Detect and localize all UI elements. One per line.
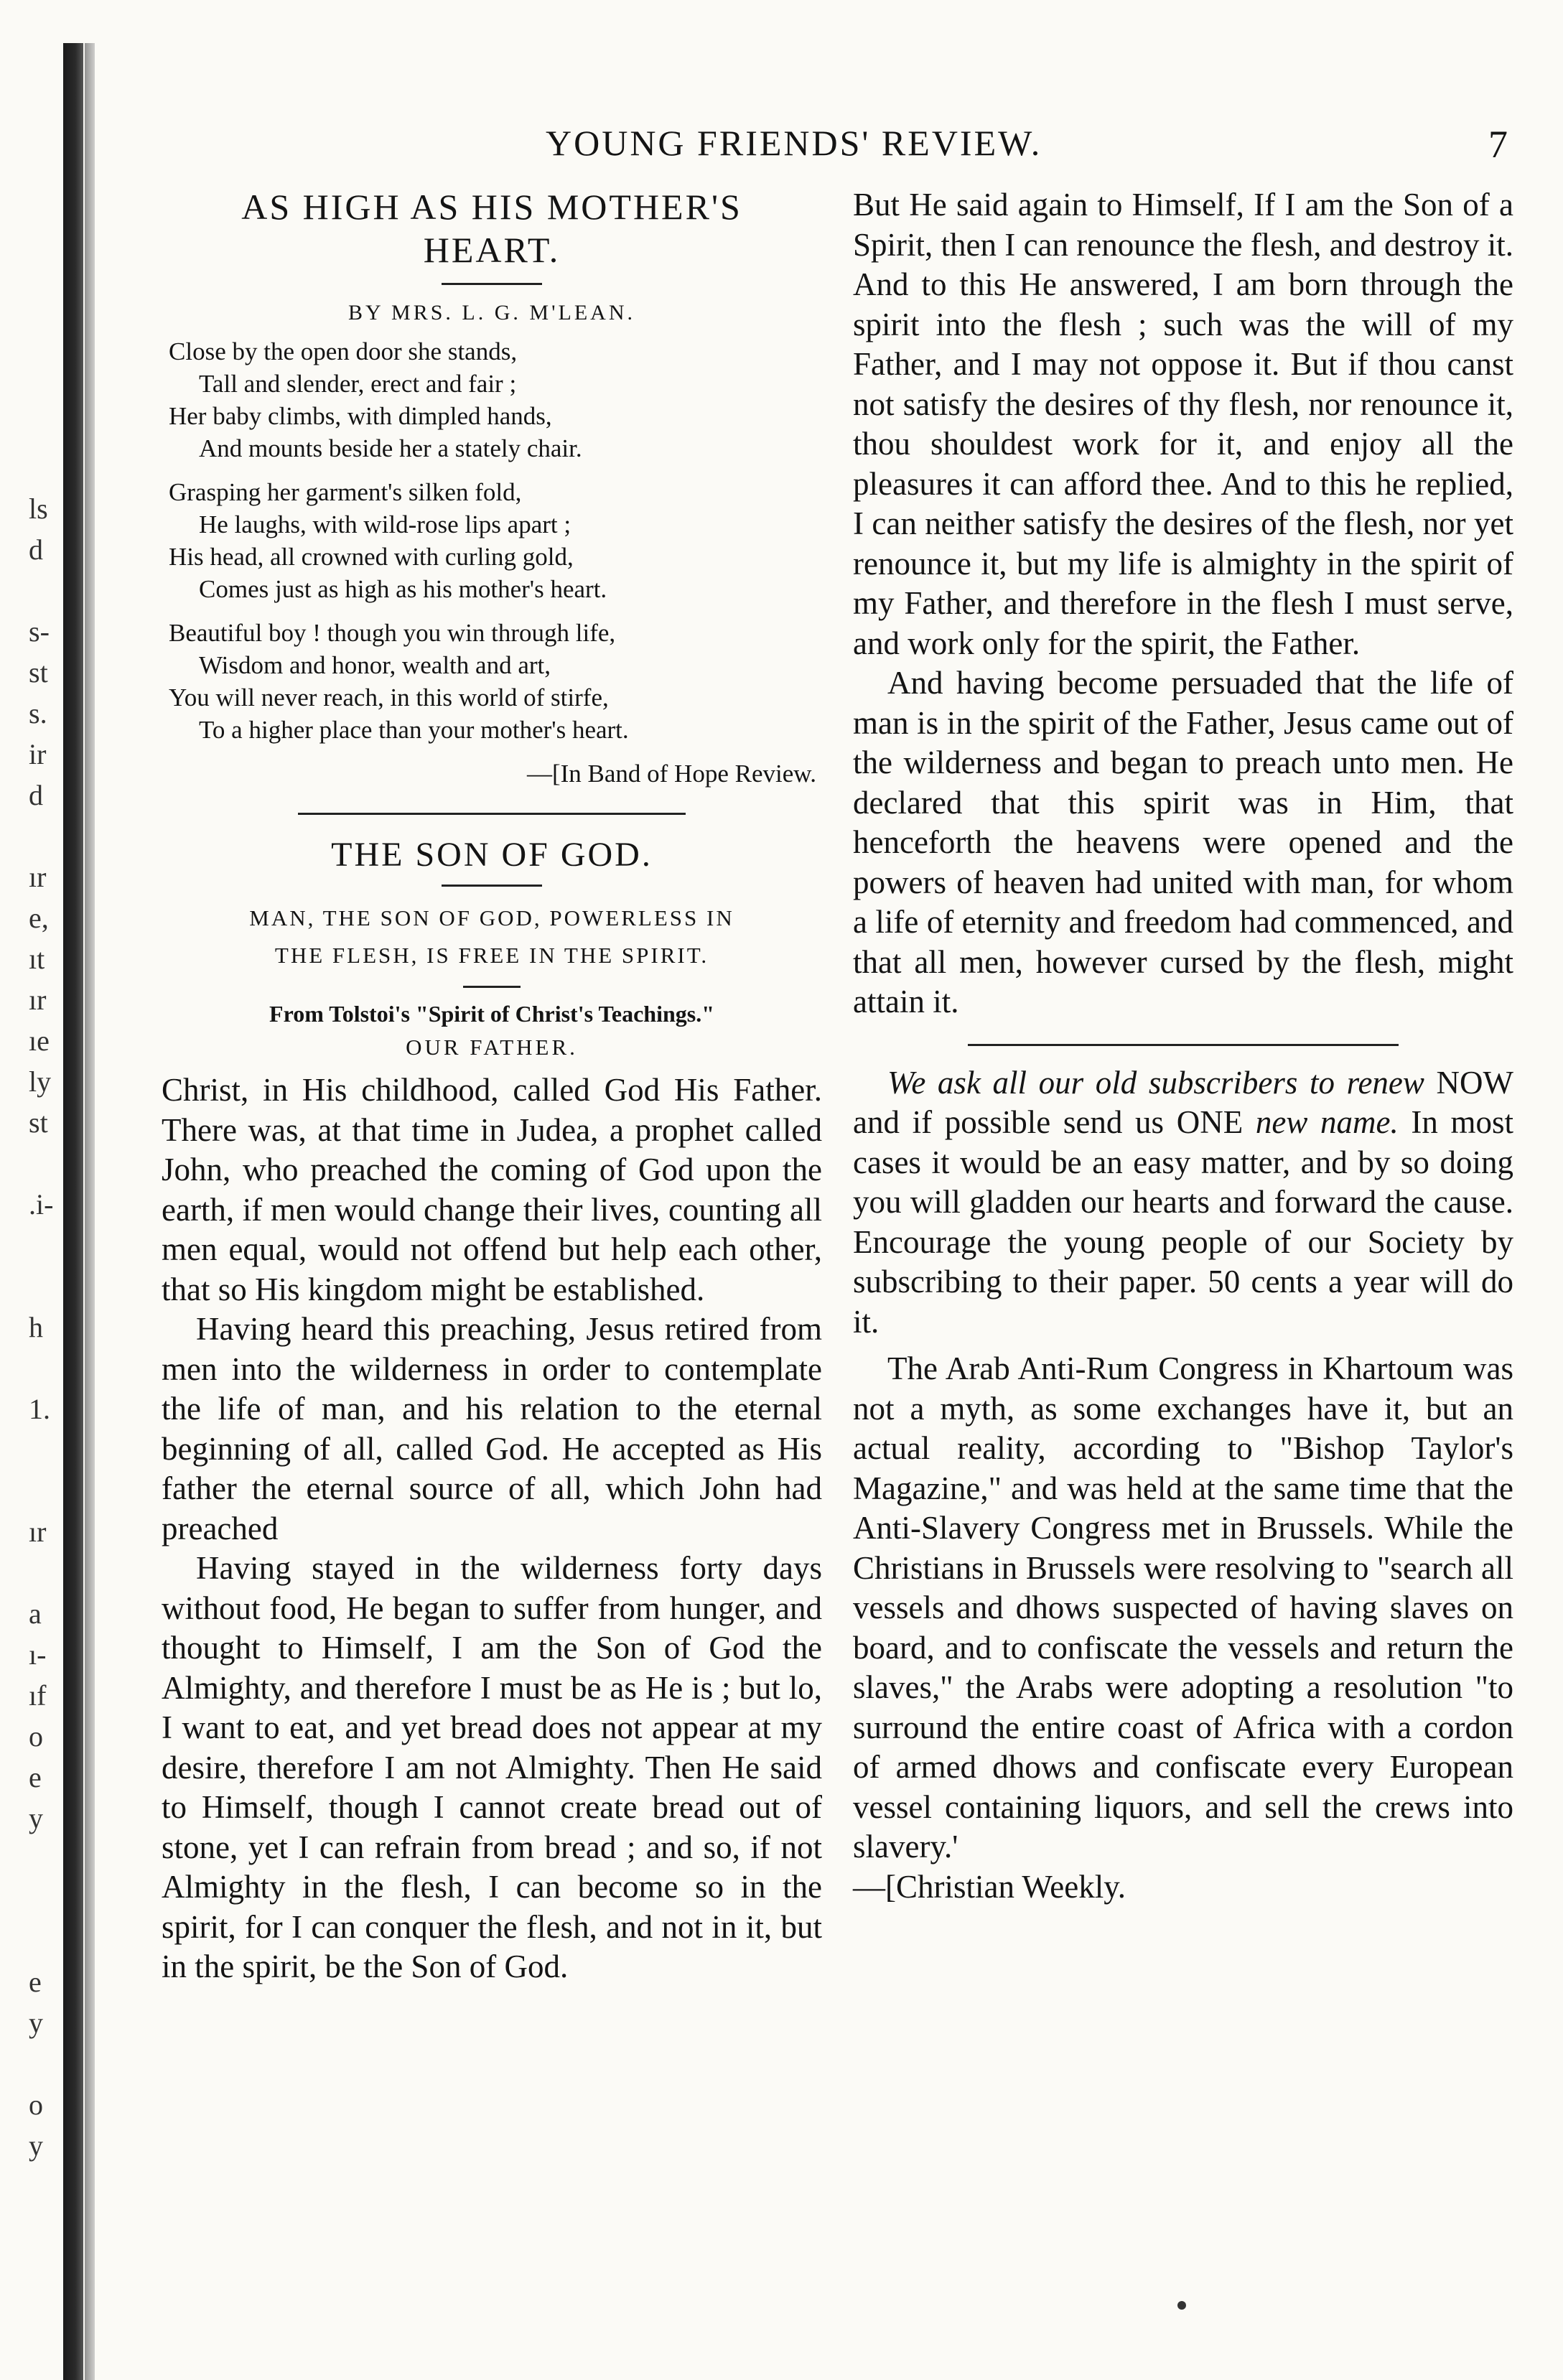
margin-fragment: st [29,656,48,689]
news-attribution: —[Christian Weekly. [853,1868,1126,1905]
margin-fragment: .i- [29,1188,54,1221]
margin-fragment: s- [29,615,50,648]
binding-gutter [63,43,83,2380]
margin-fragment: e, [29,902,49,934]
news-paragraph: The Arab Anti-Rum Congress in Khartoum was not a myth, as some exchanges have it, but an actual reality, according to "Bishop Taylor's Magazine," and was held at the same time that the Anti-Slavery Congress met in Brussels. While the Christians in Brussels were resolving to "search all vessels and dhows suspected of having slaves on board, and to confiscate the vessels and return the slaves," the Arabs were adopting a resolution "to surround the entire coast of Africa with a cordon of armed dhows and confiscate every European vessel containing liquors, and sell the crews into slavery.' [853,1350,1513,1865]
poem-line: Beautiful boy ! though you win through life, [169,619,616,647]
margin-fragment: y [29,2007,43,2039]
divider [442,885,542,887]
margin-fragment [29,1880,62,1921]
poem-line: Close by the open door she stands, [169,337,518,365]
running-header [158,122,1508,172]
poem-line: Tall and slender, erect and fair ; [199,370,517,398]
poem-line: His head, all crowned with curling gold, [169,543,574,571]
margin-fragment [29,1839,62,1880]
margin-fragment: ır [29,1516,47,1548]
poem-line: Wisdom and honor, wealth and art, [199,651,551,679]
paragraph: And having become persuaded that the life of man is in the spirit of the Father, Jesus came out of the wilderness and began to preach unto men. He declared that this spirit was in Him, that henceforth the heavens were opened and the powers of heaven had united with man, for whom a life of eternity and freedom had commenced, and that all men, however cursed by the flesh, might attain it. [853,665,1513,1019]
article-source: From Tolstoi's "Spirit of Christ's Teachings." [269,1001,714,1027]
margin-fragment: ıe [29,1025,50,1057]
margin-fragment: o [29,1720,43,1753]
margin-fragment [29,1552,62,1593]
margin-fragment: ıf [29,1679,47,1712]
margin-fragment: st [29,1106,48,1139]
margin-fragment: ır [29,984,47,1016]
left-column [162,185,822,1987]
margin-fragment [29,1429,62,1470]
margin-fragment: ls [29,493,48,525]
poem-title-line-1: AS HIGH AS HIS MOTHER'S [241,187,742,227]
margin-fragment: ıt [29,943,45,975]
poem-line: Grasping her garment's silken fold, [169,478,522,506]
margin-fragment [29,570,62,611]
margin-fragment [29,816,62,857]
notice-new-name: new name. [1255,1104,1399,1140]
journal-title: YOUNG FRIENDS' REVIEW. [546,123,1042,163]
adjacent-page-fragments [29,488,62,2166]
poem-stanza [169,476,822,605]
section-heading: OUR FATHER. [406,1035,578,1060]
paragraph: Having heard this preaching, Jesus retired from men into the wilderness in order to contemplate the life of man, and his relation to the eternal beginning of all, called God. He accepted as His father the eternal source of all, which John had preached [162,1311,822,1546]
margin-fragment: ı- [29,1638,47,1671]
notice-one: ONE [1176,1104,1244,1140]
margin-fragment [29,1266,62,1307]
paragraph: But He said again to Himself, If I am the Son of a Spirit, then I can renounce the flesh, and destroy it. And to this He answered, I am born through the spirit into the flesh ; such was the will of my Father, and I may not oppose it. But if thou canst not satisfy the desires of thy flesh, nor renounce it, thou shouldest work for it, and enjoy all the pleasures it can afford thee. And to this he replied, I can neither satisfy the desires of the flesh, nor yet renounce it, but my life is almighty in the spirit of my Father, and therefore in the flesh I must serve, and work only for the spirit, the Father. [853,187,1513,661]
poem-body [169,335,822,746]
notice-now: NOW [1436,1064,1513,1101]
paragraph: Christ, in His childhood, called God His Father. There was, at that time in Judea, a prophet called John, who preached the coming of God upon the earth, if men would change their lives, counting all men equal, would not offend but help each other, that so His kingdom might be established. [162,1072,822,1307]
margin-fragment: d [29,533,43,566]
paragraph: Having stayed in the wilderness forty days without food, He began to suffer from hunger, and thought to Himself, I am the Son of God the Almighty, and therefore I must be as He is ; but lo, I want to eat, and yet bread does not appear at my desire, therefore I am not Almighty. Then He said to Himself, though I cannot create bread out of stone, yet I can refrain from bread ; and so, if not Almighty in the flesh, I can become so in the spirit, for I can conquer the flesh, and not in it, but in the spirit, be the Son of God. [162,1550,822,1984]
margin-fragment: ly [29,1065,52,1098]
divider [463,986,521,988]
right-column [853,185,1513,1907]
margin-fragment: y [29,1802,43,1834]
print-speck [1177,2301,1186,2310]
subhead-line-2: THE FLESH, IS FREE IN THE SPIRIT. [274,943,709,968]
subhead-line-1: MAN, THE SON OF GOD, POWERLESS IN [249,905,734,930]
article-title: THE SON OF GOD. [331,836,653,874]
page-number: 7 [1488,123,1508,166]
binding-shadow [85,43,95,2380]
article-body-right [853,185,1513,1022]
subscription-notice [853,1063,1513,1343]
article-body-left [162,1070,822,1987]
margin-fragment: h [29,1311,43,1343]
margin-fragment: e [29,1761,42,1793]
margin-fragment: o [29,2089,43,2121]
margin-fragment [29,1143,62,1184]
margin-fragment: 1. [29,1393,50,1425]
poem-title-line-2: HEART. [423,230,561,270]
divider [298,813,686,815]
poem-title [162,185,822,271]
poem-line: And mounts beside her a stately chair. [199,434,582,462]
notice-rest: In most cases it would be an easy matter, and by so doing you will gladden our hearts and forward the cause. Encourage the young people of our Society by subscribing to their paper. 50 cents a year will do it. [853,1104,1513,1340]
divider [442,283,542,285]
poem-byline: BY MRS. L. G. M'LEAN. [348,301,635,325]
margin-fragment: a [29,1597,42,1630]
margin-fragment: e [29,1966,42,1998]
margin-fragment: y [29,2129,43,2162]
margin-fragment: s. [29,697,47,729]
notice-mid: and if possible send us [853,1104,1177,1140]
margin-fragment [29,1348,62,1389]
poem-line: Comes just as high as his mother's heart. [199,575,607,603]
margin-fragment [29,2043,62,2084]
margin-fragment: d [29,779,43,811]
margin-fragment: ır [29,861,47,893]
poem-attribution: —[In Band of Hope Review. [526,760,816,788]
poem-line: He laughs, with wild-rose lips apart ; [199,510,571,538]
divider [968,1044,1399,1046]
margin-fragment [29,1470,62,1511]
notice-lead: We ask all our old subscribers to renew [887,1064,1424,1101]
poem-stanza [169,335,822,465]
poem-line: To a higher place than your mother's heart. [199,716,629,744]
margin-fragment [29,1225,62,1266]
poem-line: You will never reach, in this world of stirfe, [169,683,609,711]
news-item [853,1349,1513,1907]
article-subhead [162,900,822,974]
margin-fragment [29,1921,62,1961]
margin-fragment: ir [29,738,47,770]
poem-line: Her baby climbs, with dimpled hands, [169,402,552,430]
poem-stanza [169,617,822,746]
